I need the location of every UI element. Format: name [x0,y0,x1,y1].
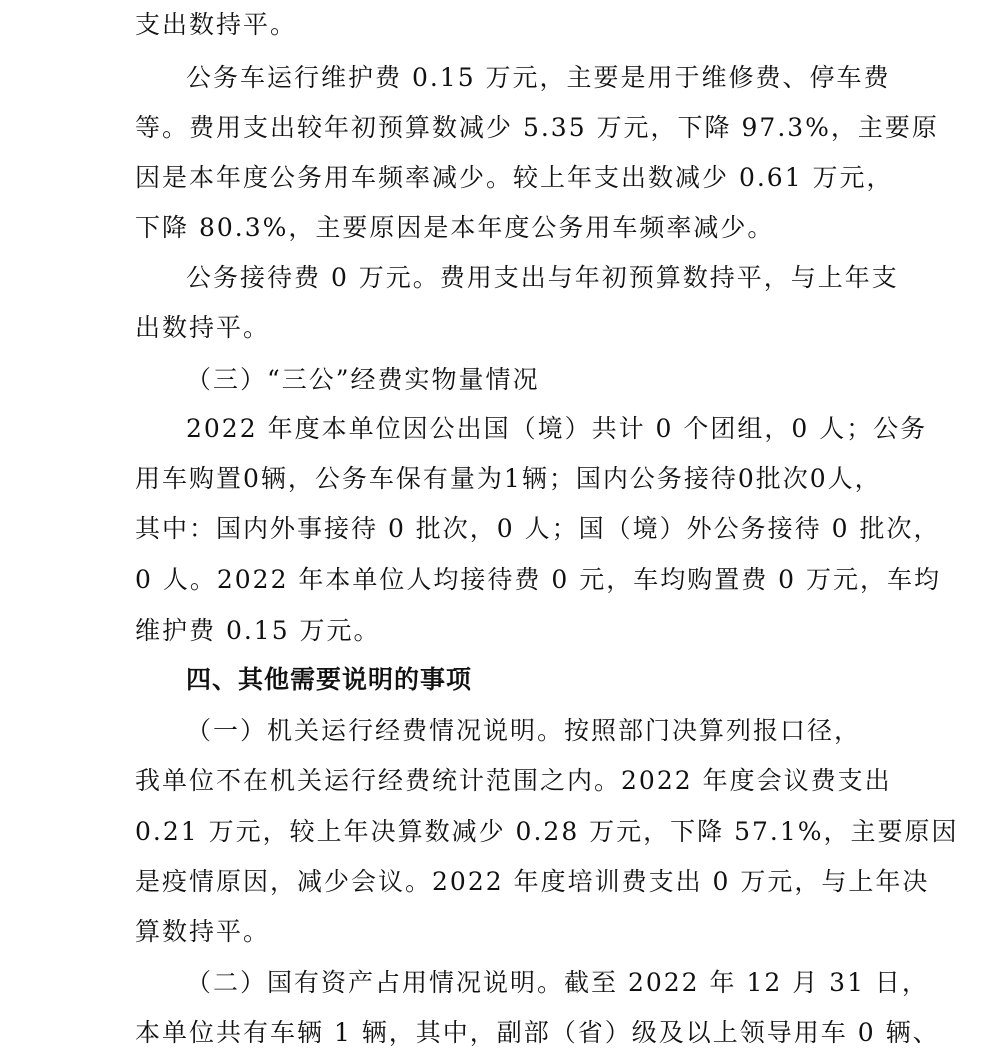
text-line: 其中：国内外事接待 0 批次，0 人；国（境）外公务接待 0 批次， [135,514,941,543]
text-line: 2022 年度本单位因公出国（境）共计 0 个团组，0 人；公务 [186,414,928,443]
text-line: 本单位共有车辆 1 辆，其中，副部（省）级及以上领导用车 0 辆、 [135,1018,940,1047]
text-line: 等。费用支出较年初预算数减少 5.35 万元，下降 97.3%，主要原 [135,113,939,142]
text-line: 公务车运行维护费 0.15 万元，主要是用于维修费、停车费 [186,63,891,92]
section-heading: （三）“三公”经费实物量情况 [186,365,540,394]
text-line: 因是本年度公务用车频率减少。较上年支出数减少 0.61 万元， [135,163,894,192]
text-line: 维护费 0.15 万元。 [135,616,381,645]
text-line: 支出数持平。 [135,10,298,39]
text-line: 我单位不在机关运行经费统计范围之内。2022 年度会议费支出 [135,766,892,795]
text-line: （二）国有资产占用情况说明。截至 2022 年 12 月 31 日， [186,968,929,997]
text-line: 出数持平。 [135,313,271,342]
text-line: 下降 80.3%，主要原因是本年度公务用车频率减少。 [135,213,775,242]
text-line: 公务接待费 0 万元。费用支出与年初预算数持平，与上年支 [186,263,899,292]
text-line: 是疫情原因，减少会议。2022 年度培训费支出 0 万元，与上年决 [135,867,930,896]
text-line: 用车购置0辆，公务车保有量为1辆；国内公务接待0批次0人， [135,464,882,493]
section-heading: 四、其他需要说明的事项 [186,665,473,694]
text-line: （一）机关运行经费情况说明。按照部门决算列报口径， [186,716,862,745]
text-line: 0.21 万元，较上年决算数减少 0.28 万元，下降 57.1%，主要原因 [135,817,959,846]
text-line: 0 人。2022 年本单位人均接待费 0 元，车均购置费 0 万元，车均 [135,565,942,594]
text-line: 算数持平。 [135,917,271,946]
